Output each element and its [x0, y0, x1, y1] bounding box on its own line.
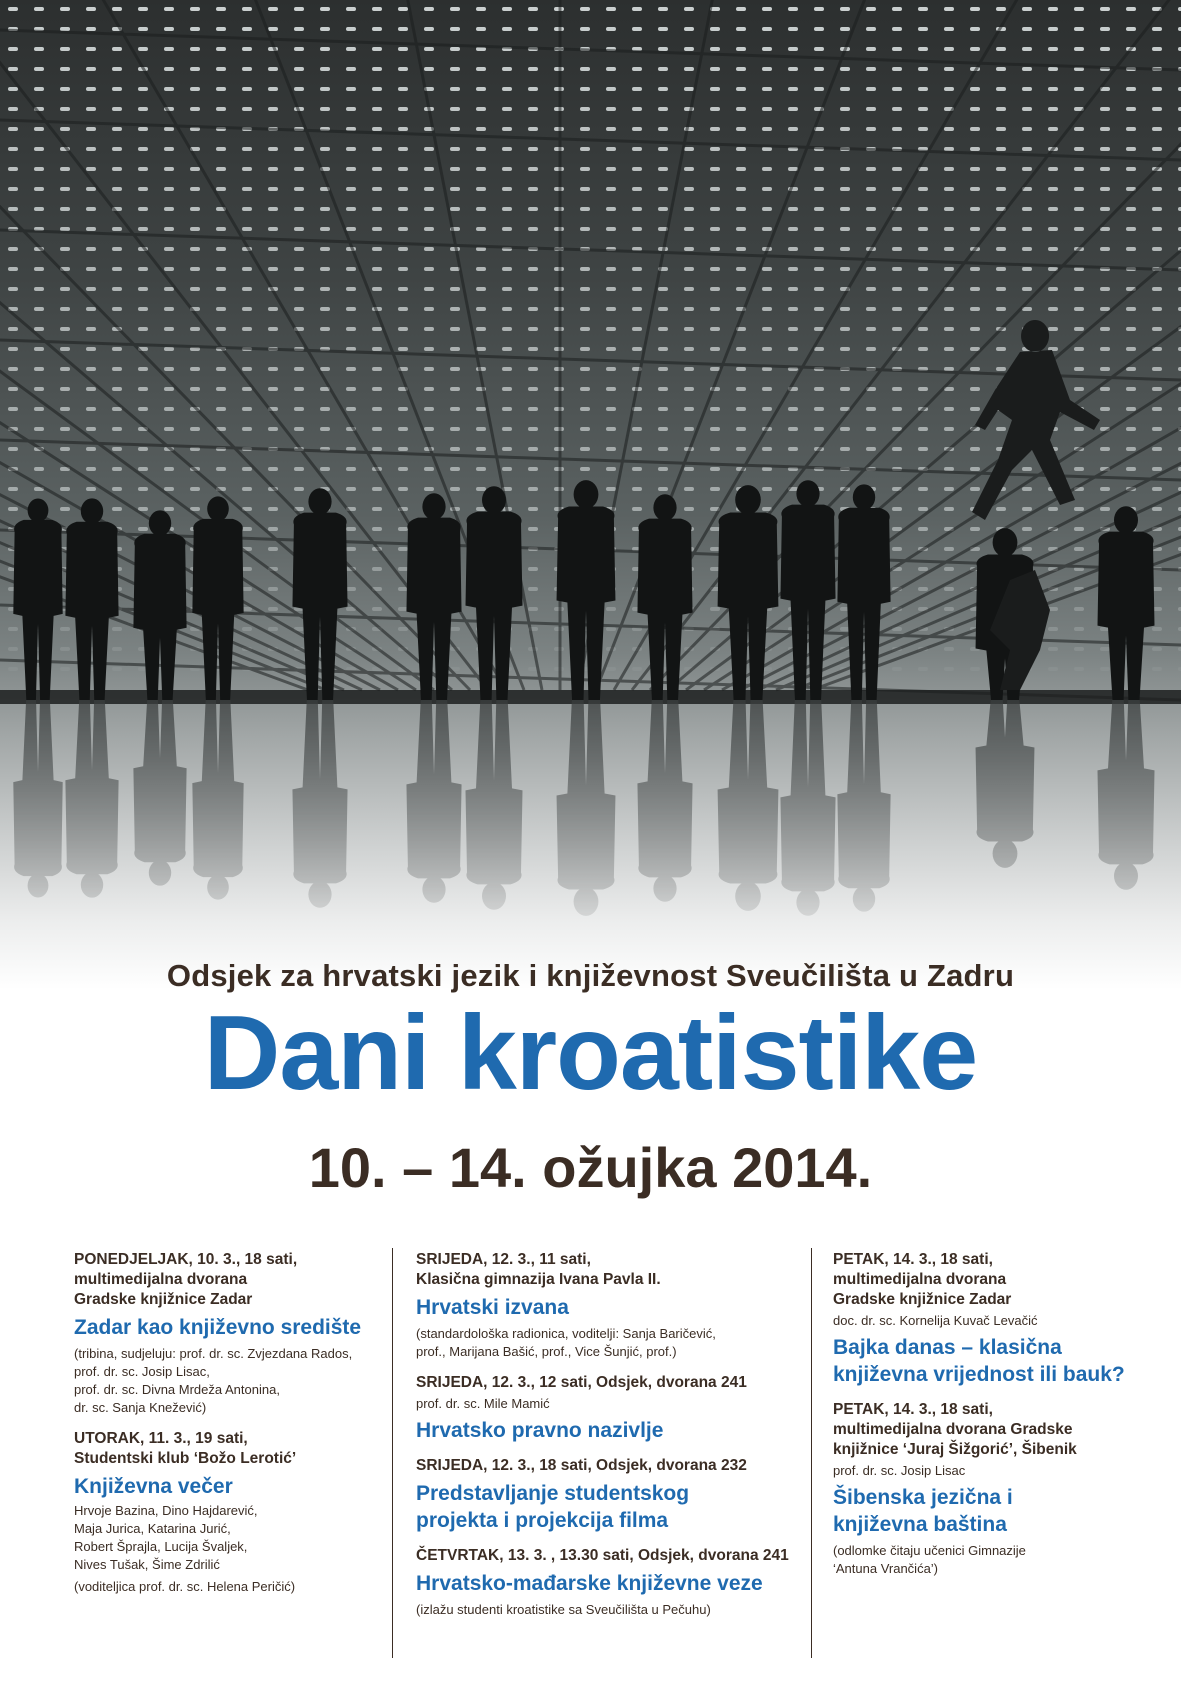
event-participants: Hrvoje Bazina, Dino Hajdarević, Maja Jurica, Katarina Jurić, Robert Šprajla, Lucija Švaljek, Nives Tušak, Šime Zdrilić [74, 1503, 258, 1572]
program-column-1 [74, 1250, 384, 1608]
person-silhouette [207, 496, 229, 521]
event-title-text: Književna večer [74, 1475, 233, 1498]
person-silhouette [557, 696, 616, 889]
event-note: (izlažu studenti kroatistike sa Sveučilišta u Pečuhu) [416, 1602, 711, 1617]
person-silhouette [65, 696, 118, 874]
person-silhouette [1114, 506, 1138, 534]
person-silhouette [574, 887, 599, 916]
event-time-place: PETAK, 14. 3., 18 sati, multimedijalna dvorana Gradske knjižnice ‘Juraj Šižgorić’, Šibenik [833, 1401, 1077, 1458]
person-silhouette [422, 876, 445, 903]
event-title-text: Šibenska jezična i književna baština [833, 1486, 1013, 1536]
person-silhouette [482, 882, 506, 910]
person-silhouette [133, 696, 186, 862]
person-silhouette [466, 696, 523, 884]
event-title: Dani kroatistike [203, 994, 978, 1112]
event-time-place: PONEDJELJAK, 10. 3., 18 sati, multimedijalna dvorana Gradske knjižnice Zadar [74, 1251, 298, 1308]
event-note: (voditeljica prof. dr. sc. Helena Peričić) [74, 1579, 296, 1594]
person-silhouette [422, 493, 445, 520]
event-note: (tribina, sudjeluju: prof. dr. sc. Zvjezdana Rados, prof. dr. sc. Josip Lisac, prof. dr. sc. Divna Mrdeža Antonina, dr. sc. Sanja Knežević) [74, 1346, 353, 1415]
program-event [833, 1400, 1163, 1578]
program-event [833, 1250, 1163, 1388]
person-silhouette [735, 485, 761, 514]
person-silhouette [149, 860, 171, 886]
event-title-text: Predstavljanje studentskog projekta i projekcija filma [416, 1482, 690, 1532]
person-silhouette [653, 494, 676, 521]
program-event [74, 1250, 384, 1417]
person-silhouette [13, 696, 62, 876]
event-time-place: SRIJEDA, 12. 3., 12 sati, Odsjek, dvorana 241 [416, 1374, 747, 1391]
event-time-place: UTORAK, 11. 3., 19 sati, Studentski klub ‘Božo Lerotić’ [74, 1430, 297, 1467]
person-silhouette [28, 498, 49, 522]
person-silhouette [853, 484, 875, 510]
program-event [74, 1429, 384, 1596]
column-divider [811, 1248, 812, 1658]
program-event [416, 1250, 806, 1361]
organizer-heading: Odsjek za hrvatski jezik i književnost Sveučilišta u Zadru [166, 958, 1015, 993]
person-silhouette [308, 881, 331, 908]
event-title-text: Bajka danas – klasična književna vrijednost ili bauk? [833, 1336, 1125, 1386]
person-silhouette [993, 528, 1018, 557]
person-silhouette [1114, 862, 1138, 890]
person-silhouette [718, 696, 779, 884]
event-note: (odlomke čitaju učenici Gimnazije ‘Antuna Vrančića’) [833, 1543, 1026, 1576]
person-silhouette [28, 874, 49, 898]
person-silhouette [637, 696, 692, 877]
program-column-3 [833, 1250, 1163, 1590]
person-silhouette [853, 886, 875, 912]
event-time-place: ČETVRTAK, 13. 3. , 13.30 sati, Odsjek, dvorana 241 [416, 1547, 789, 1564]
person-silhouette [796, 889, 819, 916]
person-silhouette [796, 480, 819, 507]
person-silhouette [1098, 696, 1155, 864]
person-silhouette [574, 480, 599, 509]
person-silhouette [993, 839, 1018, 868]
event-host: prof. dr. sc. Mile Mamić [416, 1396, 550, 1411]
person-silhouette [192, 696, 243, 877]
event-dates: 10. – 14. ožujka 2014. [308, 1136, 873, 1199]
person-silhouette [653, 875, 676, 902]
event-note: (standardološka radionica, voditelji: Sanja Baričević, prof., Marijana Bašić, prof., Vice Šunjić, prof.) [416, 1326, 716, 1359]
person-silhouette [735, 881, 761, 910]
person-silhouette [406, 696, 461, 878]
person-silhouette [81, 498, 103, 524]
program-event [416, 1373, 806, 1444]
event-title-text: Hrvatsko-mađarske književne veze [416, 1572, 763, 1595]
column-divider [392, 1248, 393, 1658]
event-time-place: SRIJEDA, 12. 3., 11 sati, Klasična gimnazija Ivana Pavla II. [416, 1251, 661, 1288]
event-title-text: Hrvatski izvana [416, 1296, 569, 1319]
program-event [416, 1546, 806, 1619]
program-event [416, 1456, 806, 1534]
person-silhouette [837, 696, 890, 888]
person-silhouette [482, 486, 506, 514]
event-host: prof. dr. sc. Josip Lisac [833, 1463, 966, 1478]
event-time-place: SRIJEDA, 12. 3., 18 sati, Odsjek, dvorana 232 [416, 1457, 747, 1474]
program-column-2 [416, 1250, 806, 1631]
event-time-place: PETAK, 14. 3., 18 sati, multimedijalna dvorana Gradske knjižnice Zadar [833, 1251, 1012, 1308]
person-silhouette [780, 696, 835, 891]
person-silhouette [207, 875, 229, 900]
person-silhouette [292, 696, 347, 883]
person-silhouette [976, 696, 1035, 841]
event-host: doc. dr. sc. Kornelija Kuvač Levačić [833, 1313, 1038, 1328]
person-silhouette [308, 488, 331, 515]
event-title-text: Hrvatsko pravno nazivlje [416, 1419, 664, 1442]
person-silhouette [149, 510, 171, 536]
person-silhouette [81, 872, 103, 898]
event-title-text: Zadar kao književno središte [74, 1316, 362, 1339]
